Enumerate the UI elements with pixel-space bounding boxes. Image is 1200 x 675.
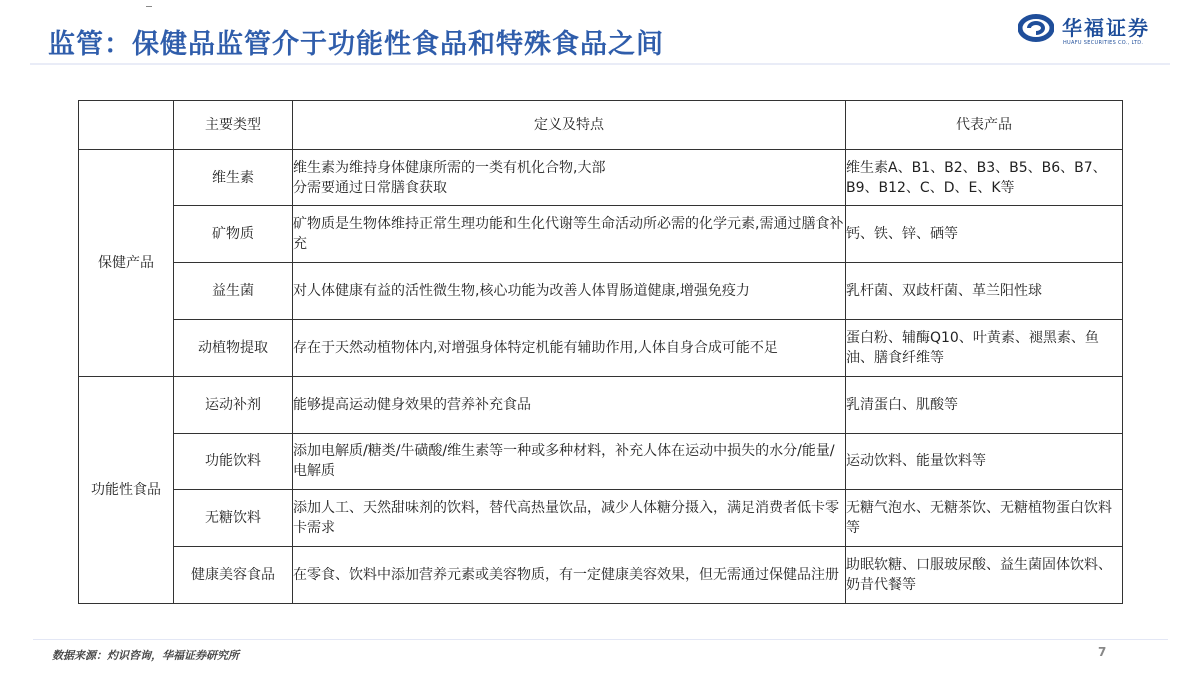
products-cell: 运动饮料、能量饮料等 [846,433,1123,490]
table-row [79,320,1123,377]
table-row [79,263,1123,320]
type-cell: 益生菌 [174,263,293,320]
type-cell: 矿物质 [174,206,293,263]
top-mark [146,6,152,7]
table-row [79,206,1123,263]
products-cell: 维生素A、B1、B2、B3、B5、B6、B7、B9、B12、C、D、E、K等 [846,149,1123,206]
definition-cell: 在零食、饮料中添加营养元素或美容物质，有一定健康美容效果，但无需通过保健品注册 [293,547,846,604]
definition-cell: 添加人工、天然甜味剂的饮料，替代高热量饮品，减少人体糖分摄入，满足消费者低卡零卡需求 [293,490,846,547]
definition-cell: 存在于天然动植物体内,对增强身体特定机能有辅助作用,人体自身合成可能不足 [293,320,846,377]
table-row [79,149,1123,206]
table-row [79,376,1123,433]
table-row [79,547,1123,604]
category-cell: 保健产品 [79,149,174,376]
definition-cell: 矿物质是生物体维持正常生理功能和生化代谢等生命活动所必需的化学元素,需通过膳食补充 [293,206,846,263]
type-cell: 动植物提取 [174,320,293,377]
type-cell: 健康美容食品 [174,547,293,604]
definition-cell: 添加电解质/糖类/牛磺酸/维生素等一种或多种材料，补充人体在运动中损失的水分/能量/电解质 [293,433,846,490]
slide-title: 监管：保健品监管介于功能性食品和特殊食品之间 [48,29,664,60]
footer-divider [33,639,1168,640]
category-cell: 功能性食品 [79,376,174,603]
header-category [79,101,174,150]
type-cell: 无糖饮料 [174,490,293,547]
products-cell: 乳杆菌、双歧杆菌、革兰阳性球 [846,263,1123,320]
type-cell: 功能饮料 [174,433,293,490]
huafu-logo-icon [1018,14,1054,42]
header-products: 代表产品 [846,101,1123,150]
products-cell: 蛋白粉、辅酶Q10、叶黄素、褪黑素、鱼油、膳食纤维等 [846,320,1123,377]
header-type: 主要类型 [174,101,293,150]
products-cell: 无糖气泡水、无糖茶饮、无糖植物蛋白饮料等 [846,490,1123,547]
header-definition: 定义及特点 [293,101,846,150]
type-cell: 维生素 [174,149,293,206]
definition-line: 分需要通过日常膳食获取 [293,179,447,196]
title-divider [30,63,1170,65]
page-number: 7 [1098,645,1107,659]
table-row [79,433,1123,490]
definition-cell: 对人体健康有益的活性微生物,核心功能为改善人体胃肠道健康,增强免疫力 [293,263,846,320]
data-source-note: 数据来源：灼识咨询，华福证券研究所 [52,649,239,662]
logo-text-en: HUAFU SECURITIES CO., LTD. [1063,40,1144,46]
table-header-row [79,101,1123,150]
type-cell: 运动补剂 [174,376,293,433]
comparison-table [78,100,1123,604]
table-row [79,490,1123,547]
definition-cell: 能够提高运动健身效果的营养补充食品 [293,376,846,433]
products-cell: 助眠软糖、口服玻尿酸、益生菌固体饮料、奶昔代餐等 [846,547,1123,604]
products-cell: 乳清蛋白、肌酸等 [846,376,1123,433]
company-logo [1018,10,1168,54]
definition-line: 维生素为维持身体健康所需的一类有机化合物,大部 [293,159,606,176]
logo-text-cn: 华福证券 [1062,16,1150,40]
definition-cell [293,149,846,206]
products-cell: 钙、铁、锌、硒等 [846,206,1123,263]
